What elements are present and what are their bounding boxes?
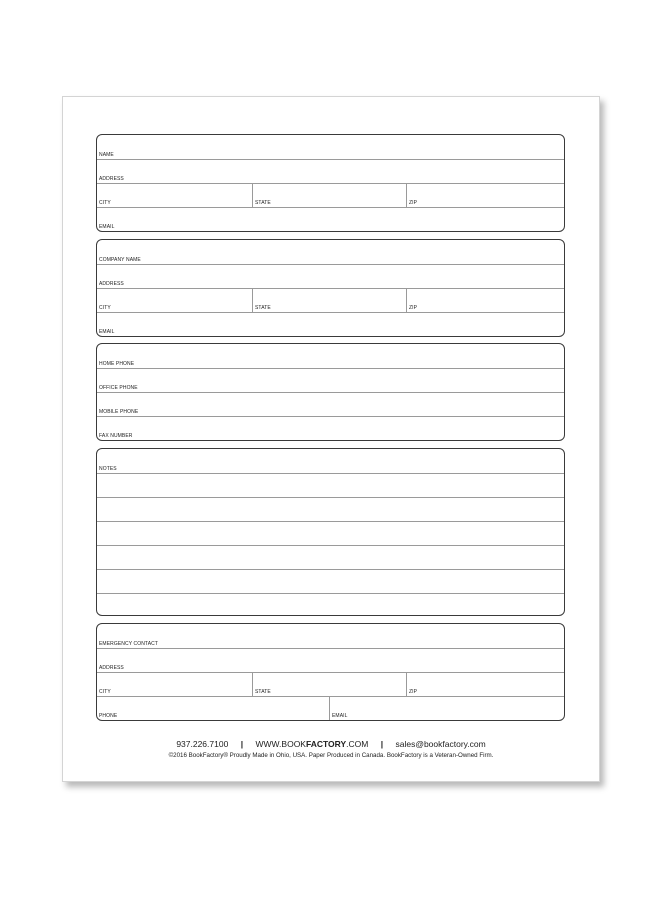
notes-section bbox=[96, 448, 565, 616]
notes-line[interactable] bbox=[97, 545, 564, 570]
company-city-label: CITY bbox=[99, 305, 111, 311]
emergency-city-state-zip-row bbox=[97, 672, 564, 697]
mobile-phone-row[interactable] bbox=[97, 392, 564, 417]
emergency-phone-label: PHONE bbox=[99, 713, 118, 719]
company-name-label: COMPANY NAME bbox=[99, 257, 141, 263]
city-label: CITY bbox=[99, 200, 111, 206]
emergency-city-label: CITY bbox=[99, 689, 111, 695]
state-label: STATE bbox=[255, 200, 271, 206]
footer-legal: ©2016 BookFactory® Proudly Made in Ohio, USA. Paper Produced in Canada. BookFactory is a Veteran-Owned Firm. bbox=[168, 752, 494, 759]
notes-line[interactable] bbox=[97, 569, 564, 594]
address-row[interactable] bbox=[97, 159, 564, 184]
footer-website-prefix: WWW.BOOK bbox=[255, 739, 306, 749]
fax-number-label: FAX NUMBER bbox=[99, 433, 133, 439]
home-phone-label: HOME PHONE bbox=[99, 361, 135, 367]
office-phone-label: OFFICE PHONE bbox=[99, 385, 138, 391]
company-zip-label: ZIP bbox=[409, 305, 418, 311]
zip-label: ZIP bbox=[409, 200, 418, 206]
footer-phone: 937.226.7100 bbox=[176, 739, 229, 749]
footer-website[interactable] bbox=[255, 739, 368, 749]
company-email-label: EMAIL bbox=[99, 329, 115, 335]
emergency-email-field[interactable] bbox=[330, 696, 564, 720]
notes-label: NOTES bbox=[99, 466, 117, 472]
email-label: EMAIL bbox=[99, 224, 115, 230]
company-address-label: ADDRESS bbox=[99, 281, 124, 287]
emergency-address-label: ADDRESS bbox=[99, 665, 124, 671]
emergency-section bbox=[96, 623, 565, 721]
notes-line[interactable] bbox=[97, 497, 564, 522]
company-name-row[interactable] bbox=[97, 240, 564, 265]
company-state-field[interactable] bbox=[253, 288, 407, 312]
company-address-row[interactable] bbox=[97, 264, 564, 289]
emergency-city-field[interactable] bbox=[97, 672, 253, 696]
emergency-address-row[interactable] bbox=[97, 648, 564, 673]
home-phone-row[interactable] bbox=[97, 344, 564, 369]
zip-field[interactable] bbox=[407, 183, 564, 207]
emergency-state-field[interactable] bbox=[253, 672, 407, 696]
notes-line[interactable] bbox=[97, 521, 564, 546]
form-sheet bbox=[62, 96, 600, 782]
emergency-state-label: STATE bbox=[255, 689, 271, 695]
footer-website-suffix: .COM bbox=[346, 739, 369, 749]
notes-line[interactable] bbox=[97, 449, 564, 474]
mobile-phone-label: MOBILE PHONE bbox=[99, 409, 139, 415]
email-row[interactable] bbox=[97, 207, 564, 231]
company-city-field[interactable] bbox=[97, 288, 253, 312]
notes-line[interactable] bbox=[97, 473, 564, 498]
contact-section bbox=[96, 134, 565, 232]
phones-section bbox=[96, 343, 565, 441]
name-row[interactable] bbox=[97, 135, 564, 160]
emergency-phone-email-row bbox=[97, 696, 564, 720]
name-label: NAME bbox=[99, 152, 114, 158]
city-state-zip-row bbox=[97, 183, 564, 208]
emergency-contact-row[interactable] bbox=[97, 624, 564, 649]
footer-separator: | bbox=[380, 739, 384, 749]
company-section bbox=[96, 239, 565, 337]
emergency-zip-label: ZIP bbox=[409, 689, 418, 695]
company-email-row[interactable] bbox=[97, 312, 564, 336]
emergency-contact-label: EMERGENCY CONTACT bbox=[99, 641, 159, 647]
fax-number-row[interactable] bbox=[97, 416, 564, 440]
emergency-email-label: EMAIL bbox=[332, 713, 348, 719]
footer-contact-line bbox=[63, 739, 599, 749]
footer-separator: | bbox=[240, 739, 244, 749]
company-state-label: STATE bbox=[255, 305, 271, 311]
office-phone-row[interactable] bbox=[97, 368, 564, 393]
emergency-zip-field[interactable] bbox=[407, 672, 564, 696]
city-field[interactable] bbox=[97, 183, 253, 207]
footer-website-bold: FACTORY bbox=[305, 739, 347, 749]
company-city-state-zip-row bbox=[97, 288, 564, 313]
state-field[interactable] bbox=[253, 183, 407, 207]
company-zip-field[interactable] bbox=[407, 288, 564, 312]
emergency-phone-field[interactable] bbox=[97, 696, 330, 720]
notes-line[interactable] bbox=[97, 593, 564, 617]
footer-email[interactable]: sales@bookfactory.com bbox=[395, 739, 486, 749]
address-label: ADDRESS bbox=[99, 176, 124, 182]
